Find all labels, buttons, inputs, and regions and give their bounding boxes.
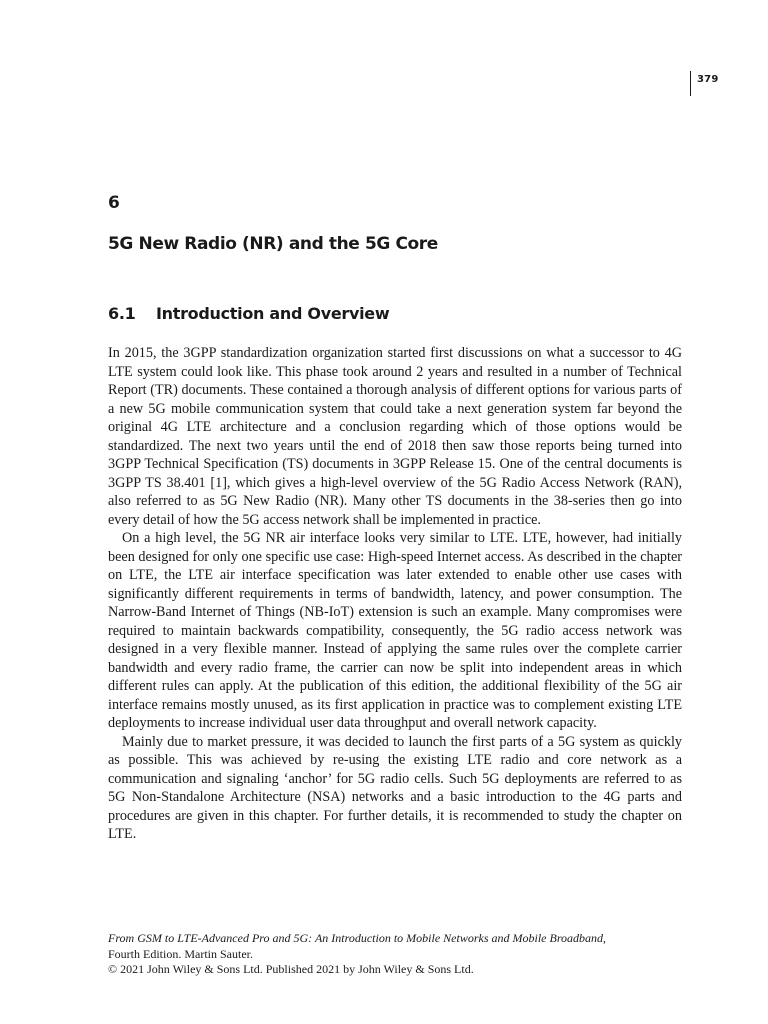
footer-edition-author: Fourth Edition. Martin Sauter. xyxy=(108,946,253,961)
body-text xyxy=(108,344,682,844)
section-heading xyxy=(108,304,389,323)
section-title: Introduction and Overview xyxy=(156,304,390,323)
footer-book-title: From GSM to LTE-Advanced Pro and 5G: An Introduction to Mobile Networks and Mobile Broadband xyxy=(108,931,604,945)
paragraph: Mainly due to market pressure, it was decided to launch the first parts of a 5G system as quickly as possible. This was achieved by re-using the existing LTE radio and core network as a communication and signaling ‘anchor’ for 5G radio cells. Such 5G deployments are referred to as 5G Non-Standalone Architecture (NSA) networks and a basic introduction to the 4G parts and procedures are given in this chapter. For further details, it is recommended to study the chapter on LTE. xyxy=(108,733,682,842)
footer-comma: , xyxy=(603,931,607,945)
paragraph: In 2015, the 3GPP standardization organization started first discussions on what a successor to 4G LTE system could look like. This phase took around 2 years and resulted in a number of Technical Report (TR) documents. These contained a thorough analysis of different options for various parts of a new 5G mobile communication system that could take a next generation system far beyond the original 4G LTE architecture and a conclusion regarding which of those options would be standardized. The next two years until the end of 2018 then saw those reports being turned into 3GPP Technical Specification (TS) documents in 3GPP Release 15. One of the central documents is 3GPP TS 38.401 [1], which gives a high-level overview of the 5G Radio Access Network (RAN), also referred to as 5G New Radio (NR). Many other TS documents in the 38-series then go into every detail of how the 5G access network shall be implemented in practice. xyxy=(108,345,682,528)
page-number: 379 xyxy=(697,74,719,85)
footer-book-line xyxy=(108,931,688,947)
page-number-rule xyxy=(690,71,691,96)
footer-citation xyxy=(108,931,688,978)
section-number: 6.1 xyxy=(108,304,136,323)
footer-copyright: © 2021 John Wiley & Sons Ltd. Published 2021 by John Wiley & Sons Ltd. xyxy=(108,962,474,976)
paragraph: On a high level, the 5G NR air interface looks very similar to LTE. LTE, however, had initially been designed for only one specific use case: High-speed Internet access. As described in the chapter on LTE, the LTE air interface specification was later extended to enable other use cases with significantly different requirements in terms of bandwidth, latency, and power consumption. The Narrow-Band Internet of Things (NB-IoT) extension is such an example. Many compromises were required to maintain backwards compatibility, consequently, the 5G radio access network was designed in a very flexible manner. Instead of applying the same rules over the complete carrier bandwidth and every radio frame, the carrier can now be split into independent areas in which different rules can apply. At the publication of this edition, the additional flexibility of the 5G air interface remains mostly unused, as its first application in practice was to complement existing LTE deployments to increase individual user data throughput and overall network capacity. xyxy=(108,530,682,731)
chapter-number: 6 xyxy=(108,193,120,213)
chapter-title: 5G New Radio (NR) and the 5G Core xyxy=(108,234,438,254)
